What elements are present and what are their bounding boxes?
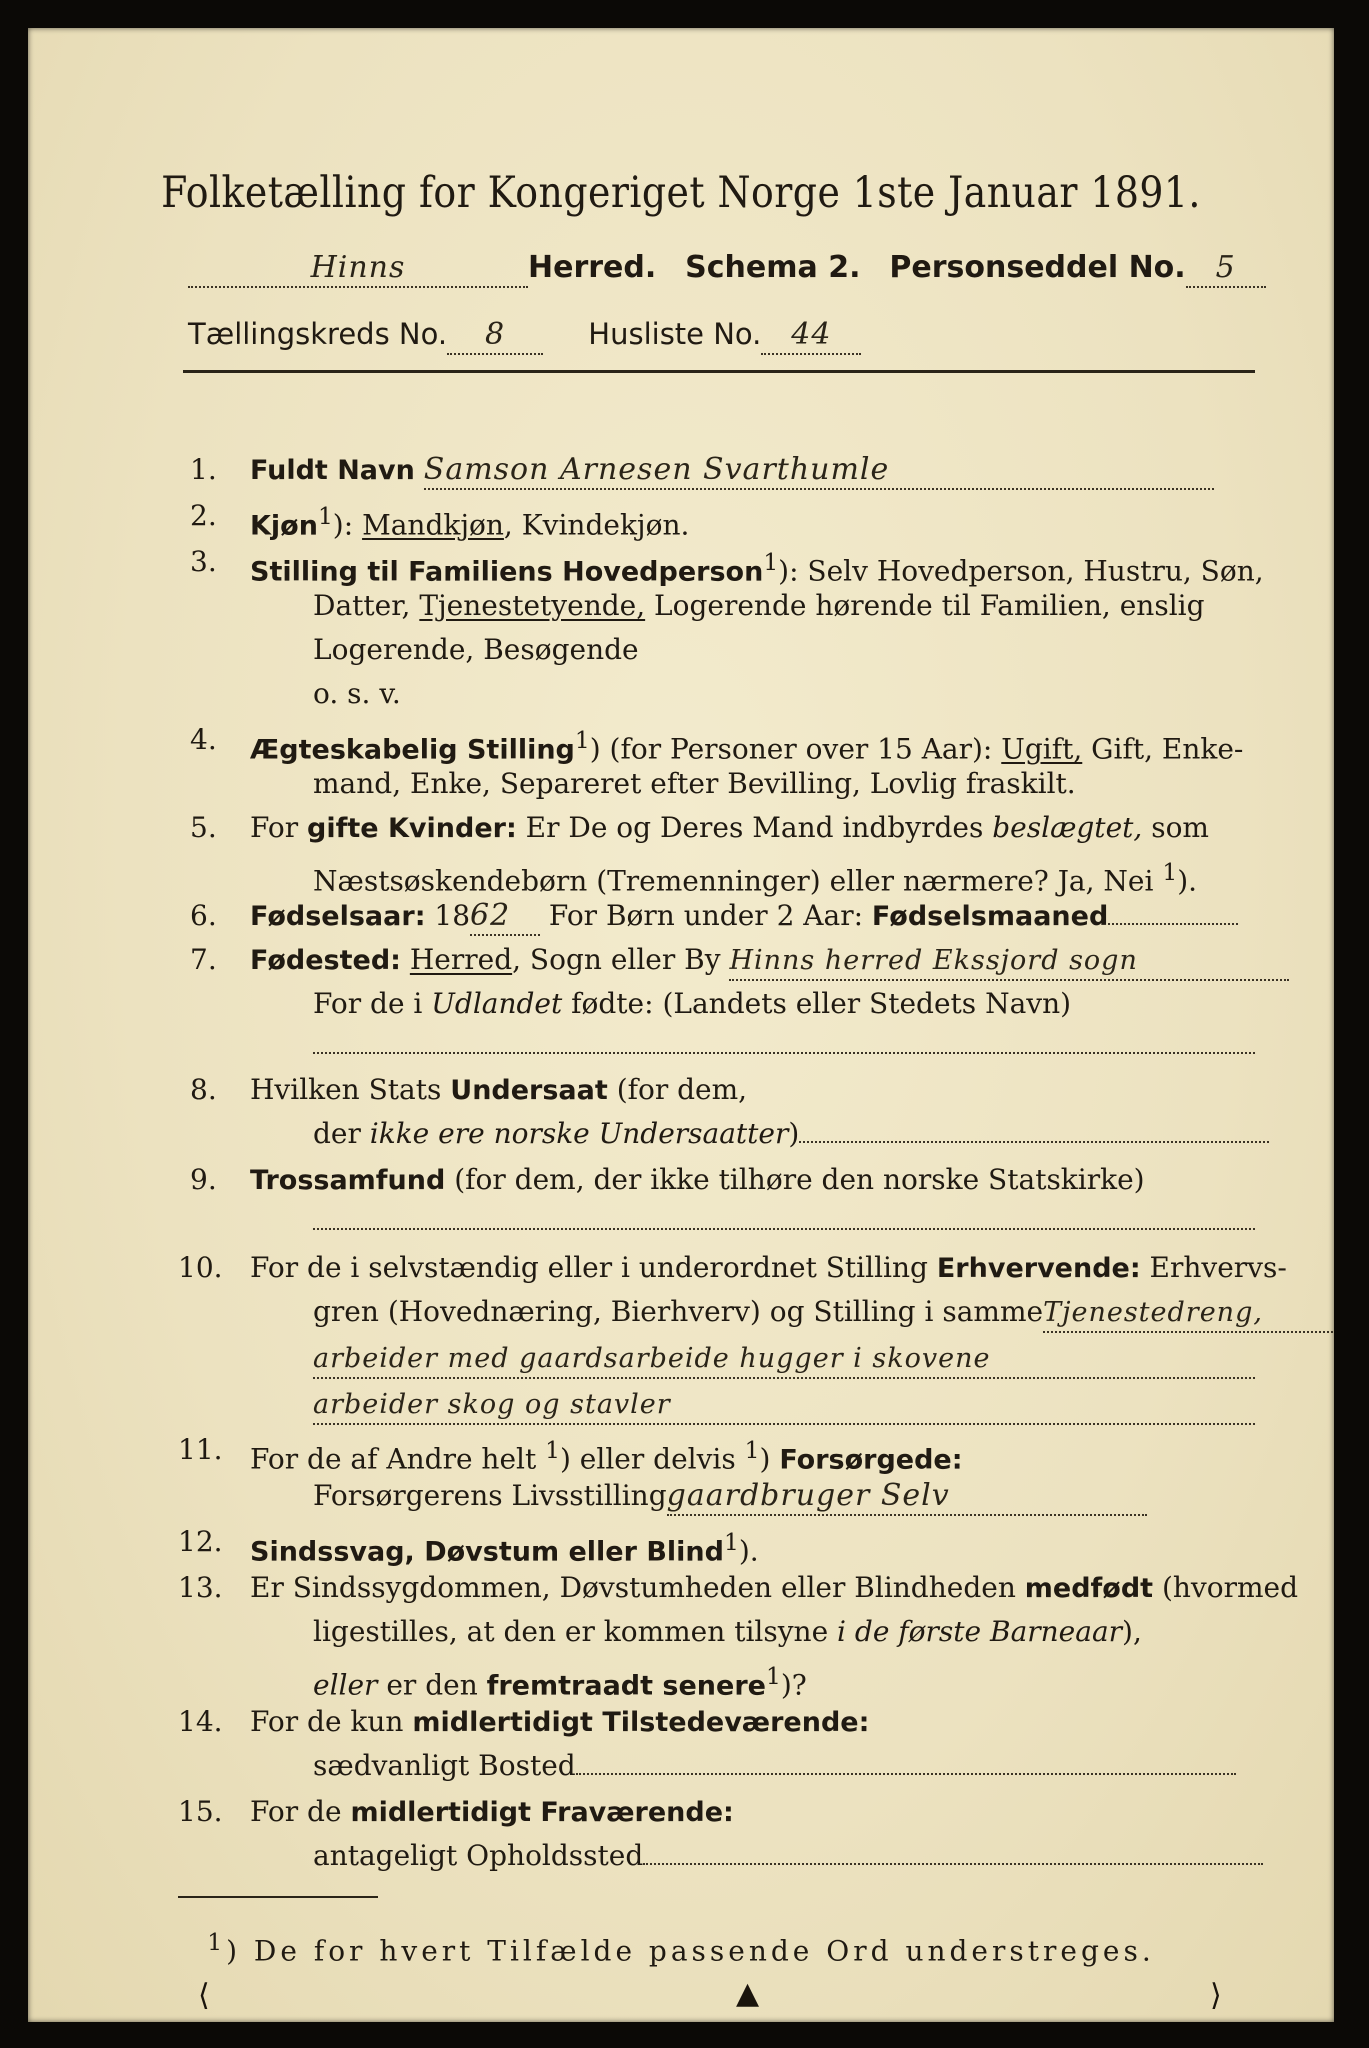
q7-value: Hinns herred Ekssjord sogn	[729, 943, 1289, 981]
schema-label: Schema 2.	[685, 250, 861, 285]
q14-line2: sædvanligt Bosted	[313, 1749, 576, 1782]
q8-line2-italic: ikke ere norske Undersaatter	[369, 1117, 789, 1150]
q7-number: 7.	[190, 943, 217, 976]
kreds-value: 8	[447, 317, 543, 355]
q10-value-2: arbeider med gaardsarbeide hugger i skovene	[313, 1341, 1255, 1379]
q11-line1-a: For de af Andre helt	[250, 1442, 546, 1476]
q9-rest: (for dem, der ikke tilhøre den norske Statskirke)	[445, 1163, 1145, 1196]
q10-number: 10.	[178, 1251, 223, 1284]
q5-line2: Næstsøskendebørn (Tremenninger) eller nærmere? Ja, Nei	[313, 864, 1163, 898]
q5-line1-b: Er De og Deres Mand indbyrdes	[516, 811, 993, 844]
q2-text-a: ):	[332, 508, 363, 542]
q4-line1-a: ) (for Personer over 15 Aar):	[589, 732, 1002, 766]
q12-end: ).	[738, 1534, 759, 1568]
q7-row-2	[313, 986, 1071, 1022]
q1-label: Fuldt Navn	[250, 455, 415, 486]
q13-line2-italic: i de første Barneaar	[837, 1615, 1123, 1648]
q7-option-herred: Herred	[409, 943, 513, 976]
footnote	[28, 1928, 1334, 1967]
q2-label: Kjøn	[250, 510, 318, 542]
q7-line2-a: For de i	[313, 987, 432, 1020]
q4-number: 4.	[190, 723, 217, 756]
q7-label: Fødested:	[250, 945, 401, 976]
q15-number: 15.	[178, 1795, 223, 1828]
q4-selected: Ugift,	[1001, 732, 1083, 766]
q15-line2: antageligt Opholdssted	[313, 1839, 644, 1872]
herred-line	[188, 250, 1266, 288]
q10-row-3	[313, 1340, 1255, 1379]
q11-row-2	[313, 1478, 1147, 1516]
kreds-label: Tællingskreds No.	[188, 317, 448, 351]
q5-row-1	[250, 810, 1209, 847]
q11-value: gaardbruger Selv	[667, 1478, 1147, 1516]
q2-option-male: Mandkjøn	[362, 508, 504, 542]
q10-row-1	[250, 1250, 1287, 1287]
personseddel-value: 5	[1186, 250, 1266, 288]
q9-row	[250, 1162, 1145, 1199]
q13-row-1	[250, 1570, 1298, 1607]
q6-value: 62	[470, 898, 540, 936]
binding-mark-right: ⟩	[1210, 1978, 1222, 2013]
q3-line2-a: Datter,	[313, 589, 420, 622]
header-rule	[183, 370, 1255, 373]
q10-label: Erhvervende:	[936, 1253, 1141, 1284]
q12-number: 12.	[178, 1525, 223, 1558]
q2-row	[250, 498, 689, 544]
q5-line1-italic: beslægtet,	[992, 811, 1143, 844]
q6-label: Fødselsaar:	[250, 901, 426, 932]
q3-label: Stilling til Familiens Hovedperson	[250, 556, 764, 588]
q11-line2: Forsørgerens Livsstilling	[313, 1479, 667, 1512]
personseddel-label: Personseddel No.	[889, 250, 1186, 285]
q3-line2-b: Logerende hørende til Familien, enslig	[645, 589, 1205, 622]
q8-line2-a: der	[313, 1117, 370, 1150]
q10-value-3: arbeider skog og stavler	[313, 1387, 1255, 1425]
census-form-page	[28, 28, 1334, 2022]
footnote-sup: 1	[207, 1928, 227, 1956]
q7-rest: , Sogn eller By	[512, 943, 721, 976]
footnote-text: ) De for hvert Tilfælde passende Ord understreges.	[226, 1934, 1155, 1968]
q5-line2-end: ).	[1177, 864, 1198, 898]
q1-value: Samson Arnesen Svarthumle	[424, 452, 1214, 490]
q11-line1-b: ) eller delvis	[559, 1442, 745, 1476]
q3-row-4: o. s. v.	[313, 677, 401, 710]
q5-label: gifte Kvinder:	[307, 813, 517, 844]
q13-number: 13.	[178, 1571, 223, 1604]
binding-mark-left: ⟨	[198, 1978, 210, 2013]
q13-line2-b: ),	[1122, 1615, 1142, 1648]
q4-line1-b: Gift, Enke-	[1082, 732, 1244, 766]
q7-line2-italic: Udlandet	[431, 987, 563, 1020]
herred-label: Herred.	[528, 250, 657, 285]
q8-number: 8.	[190, 1073, 217, 1106]
q10-line1-b: Erhvervs-	[1140, 1251, 1287, 1284]
q5-line1-c: som	[1142, 811, 1209, 844]
q14-label: midlertidigt Tilstedeværende:	[412, 1707, 870, 1738]
q15-row-1	[250, 1794, 734, 1831]
q3-row-2	[313, 588, 1205, 624]
q13-row-2	[313, 1614, 1142, 1650]
q11-row-1: For de af Andre helt $^1$) eller delvis $^1$) Forsørgede:	[250, 1436, 963, 1476]
q13-line3-italic: eller	[313, 1668, 378, 1702]
q12-row: Sindssvag, Døvstum eller Blind$^1$).	[250, 1528, 759, 1568]
q9-blank-line	[313, 1228, 1255, 1230]
q10-value-1: Tjenestedreng,	[1043, 1295, 1333, 1333]
q7-row-1	[250, 942, 1289, 981]
q13-line1-b: (hvormed	[1153, 1571, 1299, 1604]
q1-row	[250, 452, 1214, 490]
q5-row-2: Næstsøskendebørn (Tremenninger) eller nærmere? Ja, Nei $^1$).	[313, 858, 1198, 898]
q7-blank-line	[313, 1052, 1255, 1054]
q6-row	[250, 898, 1238, 936]
q13-label: medfødt	[1024, 1573, 1154, 1604]
q11-label: Forsørgede:	[779, 1444, 963, 1476]
q3-row-3: Logerende, Besøgende	[313, 633, 639, 666]
q12-label: Sindssvag, Døvstum eller Blind	[250, 1536, 724, 1568]
q13-line3-end: )?	[780, 1668, 807, 1702]
q13-line3-label: fremtraadt senere	[486, 1670, 766, 1702]
q7-line2-b: fødte: (Landets eller Stedets Navn)	[562, 987, 1072, 1020]
q14-row-1	[250, 1704, 869, 1741]
q8-row-1	[250, 1072, 747, 1109]
q10-line1-a: For de i selvstændig eller i underordnet Stilling	[250, 1251, 937, 1284]
q13-row-3: eller er den fremtraadt senere$^1$)?	[313, 1662, 807, 1702]
kreds-line	[188, 316, 861, 355]
q2-sup: 1	[317, 502, 333, 530]
q10-line2: gren (Hovednæring, Bierhverv) og Stilling i samme	[313, 1295, 1044, 1328]
q14-number: 14.	[178, 1705, 223, 1738]
q8-row-2	[313, 1116, 1269, 1152]
q3-selected: Tjenestetyende,	[419, 589, 646, 622]
q13-line2-a: ligestilles, at den er kommen tilsyne	[313, 1615, 838, 1648]
q6-number: 6.	[190, 899, 217, 932]
q4-row-1	[250, 722, 1243, 768]
husliste-value: 44	[761, 317, 861, 355]
q11-line1-c: )	[759, 1442, 780, 1476]
q3-sup: 1	[763, 548, 779, 576]
q10-row-4	[313, 1386, 1255, 1425]
herred-value: Hinns	[188, 250, 528, 288]
q15-line1-a: For de	[250, 1795, 351, 1828]
q8-line1-b: (for dem,	[607, 1073, 748, 1106]
q15-label: midlertidigt Fraværende:	[350, 1797, 734, 1828]
footnote-rule	[178, 1896, 378, 1898]
q1-number: 1.	[190, 453, 217, 486]
q9-label: Trossamfund	[250, 1165, 446, 1196]
q8-line2-b: )	[788, 1117, 800, 1150]
q8-label: Undersaat	[450, 1075, 608, 1106]
q4-sup: 1	[574, 726, 590, 754]
q5-line1-a: For	[250, 811, 308, 844]
q11-number: 11.	[178, 1433, 223, 1466]
binding-mark-center: ▲	[736, 1976, 760, 2011]
q3-line1: ): Selv Hovedperson, Hustru, Søn,	[778, 554, 1264, 588]
q8-line1-a: Hvilken Stats	[250, 1073, 451, 1106]
q14-line1-a: For de kun	[250, 1705, 413, 1738]
q2-text-b: , Kvindekjøn.	[503, 508, 690, 542]
q4-row-2: mand, Enke, Separeret efter Bevilling, Lovlig fraskilt.	[313, 767, 1076, 800]
q6-prefix: 18	[425, 899, 471, 932]
q5-number: 5.	[190, 811, 217, 844]
husliste-label: Husliste No.	[588, 317, 762, 351]
q3-row-1	[250, 544, 1264, 590]
q9-number: 9.	[190, 1163, 217, 1196]
q15-row-2	[313, 1838, 1263, 1874]
q6-label2: Fødselsmaaned	[871, 901, 1109, 932]
q14-row-2	[313, 1748, 1236, 1784]
q13-line3-a: er den	[377, 1668, 487, 1702]
q6-mid: For Børn under 2 Aar:	[540, 899, 872, 932]
q13-line1-a: Er Sindssygdommen, Døvstumheden eller Blindheden	[250, 1571, 1025, 1604]
q10-row-2	[313, 1294, 1333, 1333]
form-title: Folketælling for Kongeriget Norge 1ste Januar 1891.	[161, 168, 1201, 218]
q3-number: 3.	[190, 545, 217, 578]
q2-number: 2.	[190, 499, 217, 532]
q4-label: Ægteskabelig Stilling	[250, 734, 575, 766]
